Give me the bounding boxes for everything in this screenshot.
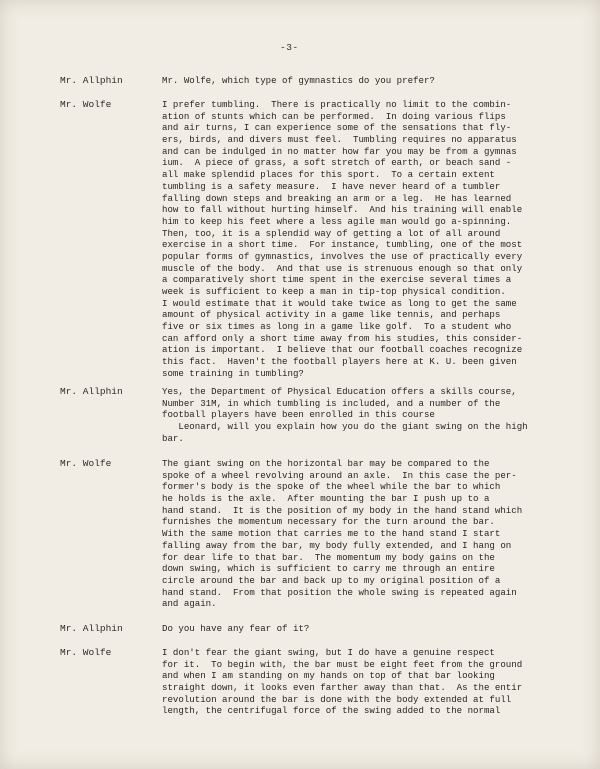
- text-line: exercise in a short time. For instance, tumbling, one of the most: [162, 239, 523, 251]
- text-line: Mr. Wolfe, which type of gymnastics do you prefer?: [162, 75, 435, 86]
- text-line: furnishes the momentum necessary for the turn around the bar.: [162, 516, 495, 528]
- text-line: falling away from the bar, my body fully extended, and I hang on: [162, 539, 512, 551]
- text-line: Then, too, it is a splendid way of getting a lot of all around: [162, 227, 501, 239]
- speech-text: [162, 386, 582, 444]
- text-line: hand stand. From that position the whole swing is repeated again: [162, 586, 517, 598]
- text-line: popular forms of gymnastics, involves the use of practically every: [162, 250, 523, 262]
- speaker-name: Mr. Allphin: [60, 75, 123, 86]
- text-line: muscle of the body. And that use is strenuous enough so that only: [162, 262, 523, 274]
- speech-text: [162, 647, 582, 717]
- speaker-name: Mr. Wolfe: [60, 647, 112, 658]
- text-line: football players have been enrolled in this course: [162, 409, 435, 421]
- text-line: former's body is the spoke of the wheel while the bar to which: [162, 481, 501, 493]
- text-line: Leonard, will you explain how you do the giant swing on the high: [162, 421, 528, 433]
- text-line: for dear life to that bar. The momentum my body gains on the: [162, 551, 495, 563]
- text-line: him to keep his feet where a less agile man would go a-spinning.: [162, 215, 512, 227]
- text-line: I prefer tumbling. There is practically no limit to the combin-: [162, 99, 512, 110]
- text-line: ers, birds, and divers must feel. Tumbling requires no apparatus: [162, 134, 517, 146]
- text-line: revolution around the bar is done with the body extended at full: [162, 693, 512, 705]
- speaker-name: Mr. Wolfe: [60, 458, 112, 469]
- text-line: and air turns, I can experience some of the sensations that fly-: [162, 122, 512, 134]
- text-line: how to fall without hurting himself. And his training will enable: [162, 204, 523, 216]
- text-line: bar.: [162, 432, 184, 444]
- text-line: Number 31M, in which tumbling is included, and a number of the: [162, 397, 501, 409]
- text-line: length, the centrifugal force of the swing added to the normal: [162, 705, 501, 717]
- speaker-name: Mr. Wolfe: [60, 99, 112, 110]
- speaker-name: Mr. Allphin: [60, 623, 123, 634]
- text-line: a comparatively short time spent in the exercise several times a: [162, 274, 512, 286]
- text-line: ation is important. I believe that our football coaches recognize: [162, 344, 523, 356]
- text-line: amount of physical activity in a game like tennis, and perhaps: [162, 309, 501, 321]
- text-line: The giant swing on the horizontal bar may be compared to the: [162, 458, 490, 469]
- speech-text: [162, 75, 582, 87]
- text-line: tumbling is a safety measure. I have never heard of a tumbler: [162, 180, 501, 192]
- speech-text: [162, 458, 582, 610]
- text-line: I would estimate that it would take twice as long to get the same: [162, 297, 517, 309]
- text-line: for it. To begin with, the bar must be eight feet from the ground: [162, 658, 523, 670]
- text-line: all make splendid places for this sport. To a certain extent: [162, 169, 495, 181]
- text-line: week is sufficient to keep a man in tip-top physical condition.: [162, 286, 506, 297]
- text-line: down swing, which is sufficient to carry me through an entire: [162, 563, 495, 575]
- text-line: ium. A piece of grass, a soft stretch of earth, or beach sand -: [162, 157, 512, 169]
- text-line: I don't fear the giant swing, but I do have a genuine respect: [162, 647, 495, 658]
- text-line: and when I am standing on my hands on top of that bar looking: [162, 670, 495, 682]
- text-line: Yes, the Department of Physical Education offers a skills course,: [162, 386, 517, 397]
- text-line: ation of stunts which can be performed. In doing various flips: [162, 110, 506, 122]
- text-line: falling down steps and breaking an arm or a leg. He has learned: [162, 192, 512, 204]
- text-line: straight down, it looks even farther away than that. As the entir: [162, 682, 523, 694]
- speech-text: [162, 99, 582, 380]
- text-line: five or six times as long in a game like golf. To a student who: [162, 321, 512, 333]
- text-line: Do you have any fear of it?: [162, 623, 310, 634]
- text-line: spoke of a wheel revolving around an axle. In this case the per-: [162, 469, 517, 481]
- page-number: -3-: [280, 42, 299, 53]
- text-line: and again.: [162, 598, 217, 610]
- speech-text: [162, 623, 582, 635]
- text-line: this fact. Haven't the football players here at K. U. been given: [162, 356, 517, 368]
- text-line: can afford only a short time away from his studies, this consider-: [162, 332, 523, 344]
- text-line: he holds is the axle. After mounting the bar I push up to a: [162, 493, 490, 505]
- text-line: With the same motion that carries me to the hand stand I start: [162, 528, 501, 540]
- speaker-name: Mr. Allphin: [60, 386, 123, 397]
- text-line: and can be indulged in no matter how far you may be from a gymnas: [162, 145, 517, 157]
- text-line: circle around the bar and back up to my original position of a: [162, 574, 501, 586]
- text-line: hand stand. It is the position of my body in the hand stand which: [162, 504, 523, 516]
- text-line: some training in tumbling?: [162, 367, 304, 379]
